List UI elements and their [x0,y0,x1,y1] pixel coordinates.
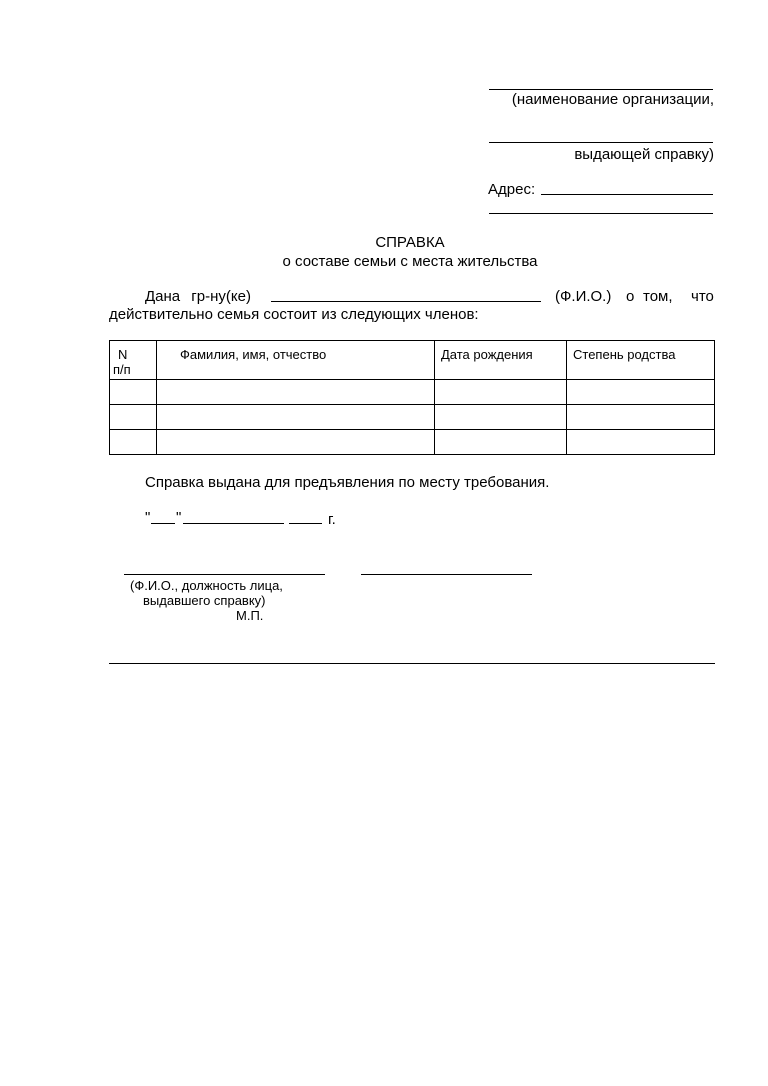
about-word: о [626,288,635,305]
org-name-line[interactable] [489,89,713,90]
date-quote-open: " [145,509,151,526]
date-year-line[interactable] [289,523,322,524]
date-quote-close: " [176,509,182,526]
bottom-divider [109,663,715,664]
stamp-place: М.П. [236,608,264,623]
address-label: Адрес: [488,181,536,198]
recipient-fio-line[interactable] [271,301,541,302]
cell-birth[interactable] [435,380,567,405]
signer-fio-line[interactable] [124,574,325,575]
org-name-caption: (наименование организации, [511,91,714,108]
address-line-1[interactable] [541,194,713,195]
col-number-header-line2: п/п [113,362,131,377]
cell-birth[interactable] [435,430,567,455]
table-row [110,405,715,430]
cell-birth[interactable] [435,405,567,430]
table-header-row [110,341,715,380]
col-name-header: Фамилия, имя, отчество [157,341,435,380]
document-title: СПРАВКА [375,234,445,251]
cell-relation[interactable] [567,405,715,430]
fio-hint: (Ф.И.О.) [555,288,612,305]
cell-relation[interactable] [567,380,715,405]
org-issuer-line[interactable] [489,142,713,143]
cell-name[interactable] [157,380,435,405]
cell-number[interactable] [110,405,157,430]
signature-line[interactable] [361,574,532,575]
table-row [110,380,715,405]
cell-name[interactable] [157,405,435,430]
date-month-line[interactable] [183,523,284,524]
family-members-table [109,340,715,455]
what-word: что [691,288,714,305]
that-word: том, [643,288,673,305]
signer-caption-line1: (Ф.И.О., должность лица, [130,578,283,593]
table-row [110,430,715,455]
col-birth-header: Дата рождения [435,341,567,380]
cell-number[interactable] [110,430,157,455]
date-day-line[interactable] [151,523,175,524]
cell-name[interactable] [157,430,435,455]
purpose-text: Справка выдана для предъявления по месту требования. [145,474,550,491]
date-year-suffix: г. [328,511,336,528]
org-issuer-caption: выдающей справку) [574,146,714,163]
signer-caption-line2: выдавшего справку) [143,593,266,608]
intro-second-line: действительно семья состоит из следующих членов: [109,306,479,323]
cell-relation[interactable] [567,430,715,455]
given-to-label: Дана гр-ну(ке) [145,288,251,305]
col-relation-header: Степень родства [567,341,715,380]
address-line-2[interactable] [489,213,713,214]
cell-number[interactable] [110,380,157,405]
document-subtitle: о составе семьи с места жительства [282,253,538,270]
col-number-header-line1: N [118,347,128,362]
col-number-header [110,341,157,380]
